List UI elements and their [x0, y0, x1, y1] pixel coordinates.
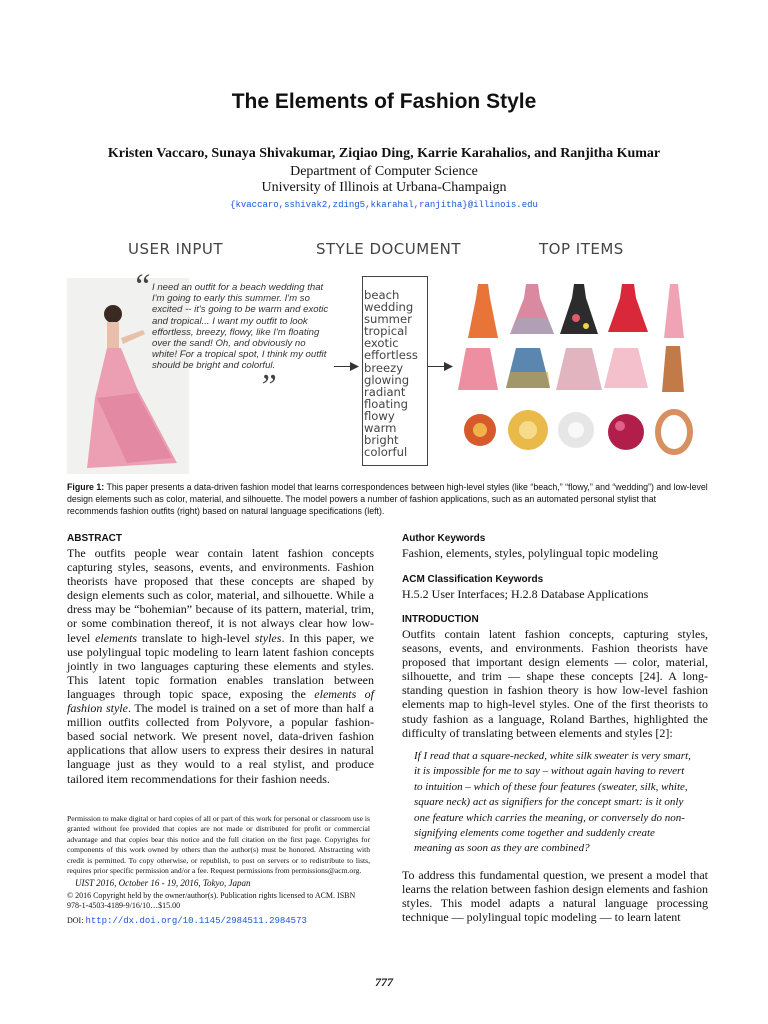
acm-keywords-heading: ACM Classification Keywords — [402, 574, 544, 585]
caption-text: This paper presents a data-driven fashion model that learns correspondences between high-level styles (like “beach,” “flowy,” and “wedding”) and low-level design elements such as color, material, and silhouette. The model powers a number of fashion applications, such as an automated personal stylist that recommends fashion outfits (right) based on natural language specifications (left). — [67, 482, 708, 516]
author-keywords-heading: Author Keywords — [402, 533, 486, 544]
paper-title: The Elements of Fashion Style — [231, 90, 537, 113]
dress-item — [664, 284, 684, 338]
style-word: bright — [364, 433, 399, 448]
author-emails[interactable]: {kvaccaro,sshivak2,zding5,kkarahal,ranjitha}@illinois.edu — [230, 200, 538, 210]
figure-caption — [67, 481, 709, 517]
style-word: colorful — [364, 445, 408, 460]
skirt-item — [506, 348, 550, 388]
dress-item — [560, 284, 598, 334]
permission-text: Permission to make digital or hard copies of all or part of this work for personal or classroom use is granted without fee provided that copies are not made or distributed for profit or commercial advantage and that copies bear this notice and the full citation on the first page. Copyrights for components of this work owned by others than the author(s) must be honored. Abstracting with credit is permitted. To copy otherwise, or republish, to post on servers or to redistribute to lists, requires prior specific permission and/or a fee. Request permissions from permissions@acm.org. — [67, 814, 370, 876]
skirt-item — [662, 346, 684, 392]
ring-item — [464, 414, 496, 446]
style-word-list — [364, 289, 418, 458]
introduction-heading: INTRODUCTION — [402, 614, 479, 625]
doi-link[interactable]: http://dx.doi.org/10.1145/2984511.2984573 — [85, 915, 307, 926]
introduction-paragraph: Outfits contain latent fashion concepts, capturing styles, seasons, events, and environments. Fashion theorists have proposed that important design elements — color, material, silhouette, and trim — shape these concepts [24]. A long-standing question in fashion theory is how low-level fashion elements map to high-level styles. One of the first theorists to study fashion as a language, Roland Barthes, highlighted the difficulty of translating between elements and styles [2]: — [402, 627, 708, 740]
abstract-text: translate to high-level — [137, 630, 255, 645]
abstract-text: . The model is trained on a set of more than half a million outfits collected from Polyvore, a popular fashion-based social network. We present novel, data-driven fashion applications that allow users to express their desires in natural language just as they would to a real stylist, and produce tailored item recommendations for their fashion needs. — [67, 701, 374, 786]
author-keywords-text: Fashion, elements, styles, polylingual topic modeling — [402, 546, 658, 560]
ring-item — [508, 410, 548, 450]
acm-keywords-text: H.5.2 User Interfaces; H.2.8 Database Applications — [402, 587, 649, 601]
style-word: exotic — [364, 336, 399, 351]
copyright: © 2016 Copyright held by the owner/author(s). Publication rights licensed to ACM. ISBN 978-1-4503-4189-9/16/10…$15.00 — [67, 890, 356, 911]
abstract-emphasis: styles — [254, 630, 282, 645]
dress-item — [468, 284, 498, 338]
style-word: flowy — [364, 408, 395, 423]
style-word: wedding — [364, 300, 414, 315]
style-word: glowing — [364, 372, 410, 387]
arrow-head-icon — [350, 362, 360, 371]
style-word: breezy — [364, 360, 404, 375]
dress-item — [510, 284, 554, 334]
arrow-head-icon — [444, 362, 454, 371]
barthes-quote: If I read that a square-necked, white silk sweater is very smart, it is impossible for me to say – without again having to revert to intuition – which of these four features (sweater, silk, white, square neck) act as signifiers for the concept smart: is it only one feature which carries the meaning, or conversely do non-signifying elements come together and suddenly create meaning as soon as they are combined? — [414, 750, 691, 855]
caption-label: Figure 1: — [67, 482, 105, 492]
close-quote-mark: ” — [258, 368, 277, 405]
style-word: beach — [364, 288, 400, 302]
col-head-top-items: TOP ITEMS — [539, 240, 624, 258]
ring-item — [608, 414, 644, 450]
author-list: Kristen Vaccaro, Sunaya Shivakumar, Ziqiao Ding, Karrie Karahalios, and Ranjitha Kumar — [107, 146, 661, 161]
style-word: warm — [364, 421, 397, 436]
abstract-emphasis: elements — [95, 630, 138, 645]
doi-label: DOI: — [67, 915, 86, 925]
style-word: summer — [364, 312, 412, 327]
page-number: 777 — [375, 975, 393, 989]
col-head-style-document: STYLE DOCUMENT — [316, 240, 462, 258]
ring-item — [558, 412, 594, 448]
style-word: floating — [364, 396, 408, 411]
skirt-item — [556, 348, 602, 390]
abstract-text: The outfits people wear contain latent fashion concepts capturing styles, seasons, events, and environments. Fashion theorists have proposed that these concepts are shaped by design elements such as color, material, and silhouette. While a dress may be “bohemian” because of its pattern, material, trim, or some combination thereof, it is not always clear how low-level — [67, 546, 374, 645]
abstract-emphasis: elements of fashion style — [67, 686, 374, 716]
abstract-text: . In this paper, we use polylingual topic modeling to learn latent fashion concepts jointly in two languages capturing these elements and styles. This latent topic formation enables translation between languages through topic space, exposing the — [67, 630, 374, 701]
doi-line — [67, 916, 370, 926]
skirt-item — [604, 348, 648, 388]
abstract-heading: ABSTRACT — [67, 533, 122, 544]
permission-block — [67, 814, 370, 926]
venue: UIST 2016, October 16 - 19, 2016, Tokyo, Japan — [75, 878, 251, 889]
ring-item — [658, 412, 690, 452]
skirt-item — [458, 348, 498, 390]
style-word: tropical — [364, 324, 408, 339]
dress-item — [608, 284, 648, 332]
university: University of Illinois at Urbana-Champaign — [261, 180, 507, 195]
style-word: effortless — [364, 348, 418, 363]
style-word: radiant — [364, 384, 406, 399]
user-input-quote: I need an outfit for a beach wedding that I'm going to early this summer. I'm so excited -- it's going to be warm and exotic and tropical... I want my outfit to look effortless, breezy, flowy, like I'm floating over the sand! Oh, and obviously no white! For a tropical spot, I think my outfit should be bright and colorful. — [152, 282, 329, 372]
introduction-paragraph-2: To address this fundamental question, we present a model that learns the relation between fashion design elements and fashion styles. This model adapts a natural language processing technique — polylingual topic modeling — to learn latent — [402, 868, 708, 925]
top-items-grid — [458, 282, 698, 462]
col-head-user-input: USER INPUT — [128, 240, 223, 258]
open-quote-mark: “ — [132, 268, 151, 305]
abstract-body — [67, 546, 374, 786]
department: Department of Computer Science — [290, 164, 478, 179]
